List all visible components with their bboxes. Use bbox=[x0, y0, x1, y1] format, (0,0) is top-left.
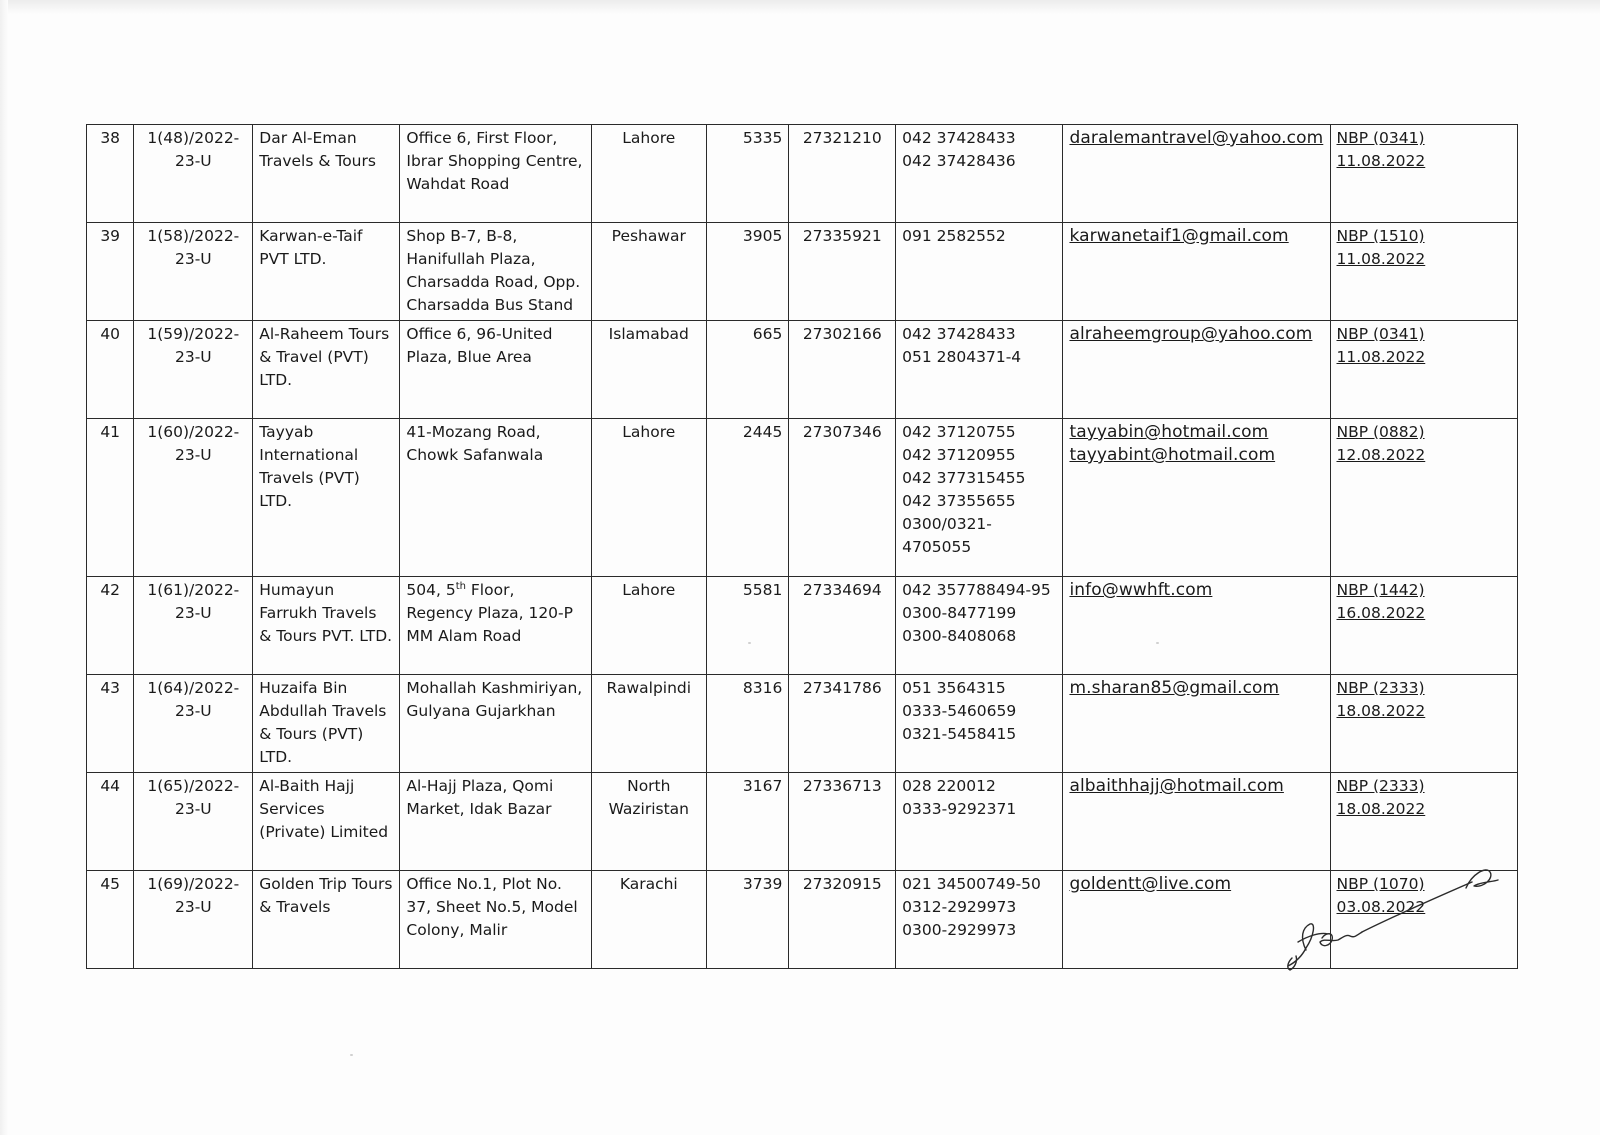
scan-speck bbox=[1156, 642, 1159, 644]
bank-branch: NBP (1510) bbox=[1336, 227, 1425, 245]
ntn-number: 27307346 bbox=[789, 419, 896, 577]
city-line: Waziristan bbox=[608, 800, 690, 818]
table-row bbox=[87, 223, 1518, 321]
ordinal-suffix: th bbox=[455, 580, 466, 592]
address-part: 504, 5 bbox=[406, 581, 456, 599]
table-row bbox=[87, 773, 1518, 871]
email-cell bbox=[1063, 321, 1330, 419]
ntn-number: 27334694 bbox=[789, 577, 896, 675]
deposit-date: 11.08.2022 bbox=[1336, 152, 1426, 170]
ref-line: 23-U bbox=[174, 604, 212, 622]
serial-number: 38 bbox=[87, 125, 134, 223]
ref-line: 1(64)/2022- bbox=[147, 679, 240, 697]
scan-shadow-top bbox=[0, 0, 1600, 14]
serial-number: 43 bbox=[87, 675, 134, 773]
ref-line: 23-U bbox=[174, 446, 212, 464]
ref-line: 23-U bbox=[174, 898, 212, 916]
agency-address: Office 6, 96-United Plaza, Blue Area bbox=[400, 321, 591, 419]
ntn-number: 27321210 bbox=[789, 125, 896, 223]
phone-numbers bbox=[896, 419, 1063, 577]
registration-ref bbox=[134, 773, 253, 871]
email-cell bbox=[1063, 419, 1330, 577]
registration-ref bbox=[134, 577, 253, 675]
deposit-date: 16.08.2022 bbox=[1336, 604, 1426, 622]
phone-number: 021 34500749-50 bbox=[902, 875, 1041, 893]
scan-speck bbox=[748, 642, 751, 644]
bank-challan bbox=[1330, 773, 1518, 871]
agency-address: 41-Mozang Road, Chowk Safanwala bbox=[400, 419, 591, 577]
handwritten-signature bbox=[1276, 858, 1506, 978]
ref-line: 23-U bbox=[174, 800, 212, 818]
bank-challan bbox=[1330, 675, 1518, 773]
phone-number: 042 37428433 bbox=[902, 129, 1016, 147]
city-line: North bbox=[627, 777, 671, 795]
ntn-number: 27320915 bbox=[789, 871, 896, 969]
serial-number: 41 bbox=[87, 419, 134, 577]
phone-numbers bbox=[896, 223, 1063, 321]
agency-address: Office No.1, Plot No. 37, Sheet No.5, Model Colony, Malir bbox=[400, 871, 591, 969]
bank-challan bbox=[1330, 419, 1518, 577]
phone-number: 0300-8477199 bbox=[902, 604, 1017, 622]
phone-number: 028 220012 bbox=[902, 777, 996, 795]
bank-branch: NBP (1442) bbox=[1336, 581, 1425, 599]
licence-number: 2445 bbox=[706, 419, 789, 577]
serial-number: 40 bbox=[87, 321, 134, 419]
agency-name: Tayyab International Travels (PVT) LTD. bbox=[253, 419, 400, 577]
agency-name: Huzaifa Bin Abdullah Travels & Tours (PVT) LTD. bbox=[253, 675, 400, 773]
bank-challan bbox=[1330, 223, 1518, 321]
phone-number: 0321-5458415 bbox=[902, 725, 1017, 743]
table-row bbox=[87, 675, 1518, 773]
address-part: Floor, Regency Plaza, 120-P MM Alam Road bbox=[406, 581, 573, 645]
phone-numbers bbox=[896, 675, 1063, 773]
serial-number: 44 bbox=[87, 773, 134, 871]
email-link[interactable]: karwanetaif1@gmail.com bbox=[1069, 226, 1289, 246]
agency-address: Shop B-7, B-8, Hanifullah Plaza, Charsadda Road, Opp. Charsadda Bus Stand bbox=[400, 223, 591, 321]
city: Rawalpindi bbox=[591, 675, 706, 773]
phone-number: 0333-9292371 bbox=[902, 800, 1017, 818]
bank-challan bbox=[1330, 321, 1518, 419]
table-row bbox=[87, 125, 1518, 223]
table-row bbox=[87, 577, 1518, 675]
ref-line: 1(58)/2022- bbox=[147, 227, 240, 245]
ref-line: 1(61)/2022- bbox=[147, 581, 240, 599]
phone-numbers bbox=[896, 125, 1063, 223]
ref-line: 1(69)/2022- bbox=[147, 875, 240, 893]
agency-name: Al-Raheem Tours & Travel (PVT) LTD. bbox=[253, 321, 400, 419]
registration-ref bbox=[134, 419, 253, 577]
phone-numbers bbox=[896, 871, 1063, 969]
phone-numbers bbox=[896, 577, 1063, 675]
registration-ref bbox=[134, 125, 253, 223]
scan-shadow-left bbox=[0, 0, 8, 1135]
agency-address bbox=[400, 577, 591, 675]
licence-number: 3739 bbox=[706, 871, 789, 969]
licence-number: 665 bbox=[706, 321, 789, 419]
city: Lahore bbox=[591, 577, 706, 675]
phone-number: 042 37428436 bbox=[902, 152, 1016, 170]
licence-number: 5335 bbox=[706, 125, 789, 223]
agency-name: Karwan-e-Taif PVT LTD. bbox=[253, 223, 400, 321]
phone-number: 042 37428433 bbox=[902, 325, 1016, 343]
city: Peshawar bbox=[591, 223, 706, 321]
ref-line: 23-U bbox=[174, 152, 212, 170]
deposit-date: 11.08.2022 bbox=[1336, 250, 1426, 268]
phone-numbers bbox=[896, 321, 1063, 419]
agency-address: Office 6, First Floor, Ibrar Shopping Centre, Wahdat Road bbox=[400, 125, 591, 223]
city bbox=[591, 773, 706, 871]
phone-number: 0333-5460659 bbox=[902, 702, 1017, 720]
bank-branch: NBP (2333) bbox=[1336, 679, 1425, 697]
phone-number: 0300-8408068 bbox=[902, 627, 1017, 645]
registration-ref bbox=[134, 223, 253, 321]
email-cell bbox=[1063, 223, 1330, 321]
deposit-date: 18.08.2022 bbox=[1336, 702, 1426, 720]
phone-number: 042 37120755 bbox=[902, 423, 1016, 441]
ntn-number: 27341786 bbox=[789, 675, 896, 773]
bank-challan bbox=[1330, 125, 1518, 223]
agency-name: Al-Baith Hajj Services (Private) Limited bbox=[253, 773, 400, 871]
ref-line: 1(59)/2022- bbox=[147, 325, 240, 343]
phone-number: 042 37120955 bbox=[902, 446, 1016, 464]
licence-number: 3905 bbox=[706, 223, 789, 321]
agency-address: Al-Hajj Plaza, Qomi Market, Idak Bazar bbox=[400, 773, 591, 871]
serial-number: 42 bbox=[87, 577, 134, 675]
city: Lahore bbox=[591, 125, 706, 223]
bank-branch: NBP (2333) bbox=[1336, 777, 1425, 795]
ntn-number: 27302166 bbox=[789, 321, 896, 419]
registration-ref bbox=[134, 321, 253, 419]
agency-registry-table bbox=[86, 124, 1518, 969]
phone-number: 051 3564315 bbox=[902, 679, 1006, 697]
licence-number: 5581 bbox=[706, 577, 789, 675]
email-link[interactable]: info@wwhft.com bbox=[1069, 580, 1213, 600]
bank-branch: NBP (0341) bbox=[1336, 325, 1425, 343]
phone-number: 042 377315455 bbox=[902, 469, 1026, 487]
registration-ref bbox=[134, 871, 253, 969]
serial-number: 45 bbox=[87, 871, 134, 969]
licence-number: 8316 bbox=[706, 675, 789, 773]
table-row bbox=[87, 321, 1518, 419]
deposit-date: 03.08.2022 bbox=[1336, 898, 1426, 916]
email-cell bbox=[1063, 125, 1330, 223]
city: Karachi bbox=[591, 871, 706, 969]
phone-number: 051 2804371-4 bbox=[902, 348, 1022, 366]
email-link[interactable]: goldentt@live.com bbox=[1069, 874, 1232, 894]
city: Lahore bbox=[591, 419, 706, 577]
email-link[interactable]: daralemantravel@yahoo.com bbox=[1069, 128, 1324, 148]
table-row bbox=[87, 419, 1518, 577]
registration-ref bbox=[134, 675, 253, 773]
ntn-number: 27336713 bbox=[789, 773, 896, 871]
ref-line: 23-U bbox=[174, 702, 212, 720]
bank-branch: NBP (0341) bbox=[1336, 129, 1425, 147]
email-cell bbox=[1063, 577, 1330, 675]
city: Islamabad bbox=[591, 321, 706, 419]
agency-name: Humayun Farrukh Travels & Tours PVT. LTD. bbox=[253, 577, 400, 675]
agency-name: Golden Trip Tours & Travels bbox=[253, 871, 400, 969]
ref-line: 23-U bbox=[174, 348, 212, 366]
deposit-date: 18.08.2022 bbox=[1336, 800, 1426, 818]
phone-number: 091 2582552 bbox=[902, 227, 1006, 245]
deposit-date: 12.08.2022 bbox=[1336, 446, 1426, 464]
bank-challan bbox=[1330, 577, 1518, 675]
email-link[interactable]: alraheemgroup@yahoo.com bbox=[1069, 324, 1313, 344]
agency-address: Mohallah Kashmiriyan, Gulyana Gujarkhan bbox=[400, 675, 591, 773]
scan-speck bbox=[350, 1054, 353, 1056]
email-link[interactable]: m.sharan85@gmail.com bbox=[1069, 678, 1280, 698]
bank-branch: NBP (0882) bbox=[1336, 423, 1425, 441]
ref-line: 1(65)/2022- bbox=[147, 777, 240, 795]
ref-line: 23-U bbox=[174, 250, 212, 268]
email-link[interactable]: tayyabint@hotmail.com bbox=[1069, 445, 1276, 465]
deposit-date: 11.08.2022 bbox=[1336, 348, 1426, 366]
ref-line: 1(48)/2022- bbox=[147, 129, 240, 147]
email-link[interactable]: albaithhajj@hotmail.com bbox=[1069, 776, 1284, 796]
email-link[interactable]: tayyabin@hotmail.com bbox=[1069, 422, 1269, 442]
ref-line: 1(60)/2022- bbox=[147, 423, 240, 441]
agency-name: Dar Al-Eman Travels & Tours bbox=[253, 125, 400, 223]
email-cell bbox=[1063, 773, 1330, 871]
phone-number: 0300/0321- bbox=[902, 515, 992, 533]
phone-number: 4705055 bbox=[902, 538, 972, 556]
phone-number: 042 357788494-95 bbox=[902, 581, 1051, 599]
serial-number: 39 bbox=[87, 223, 134, 321]
phone-number: 042 37355655 bbox=[902, 492, 1016, 510]
email-cell bbox=[1063, 675, 1330, 773]
bank-branch: NBP (1070) bbox=[1336, 875, 1425, 893]
ntn-number: 27335921 bbox=[789, 223, 896, 321]
phone-numbers bbox=[896, 773, 1063, 871]
licence-number: 3167 bbox=[706, 773, 789, 871]
phone-number: 0300-2929973 bbox=[902, 921, 1017, 939]
phone-number: 0312-2929973 bbox=[902, 898, 1017, 916]
